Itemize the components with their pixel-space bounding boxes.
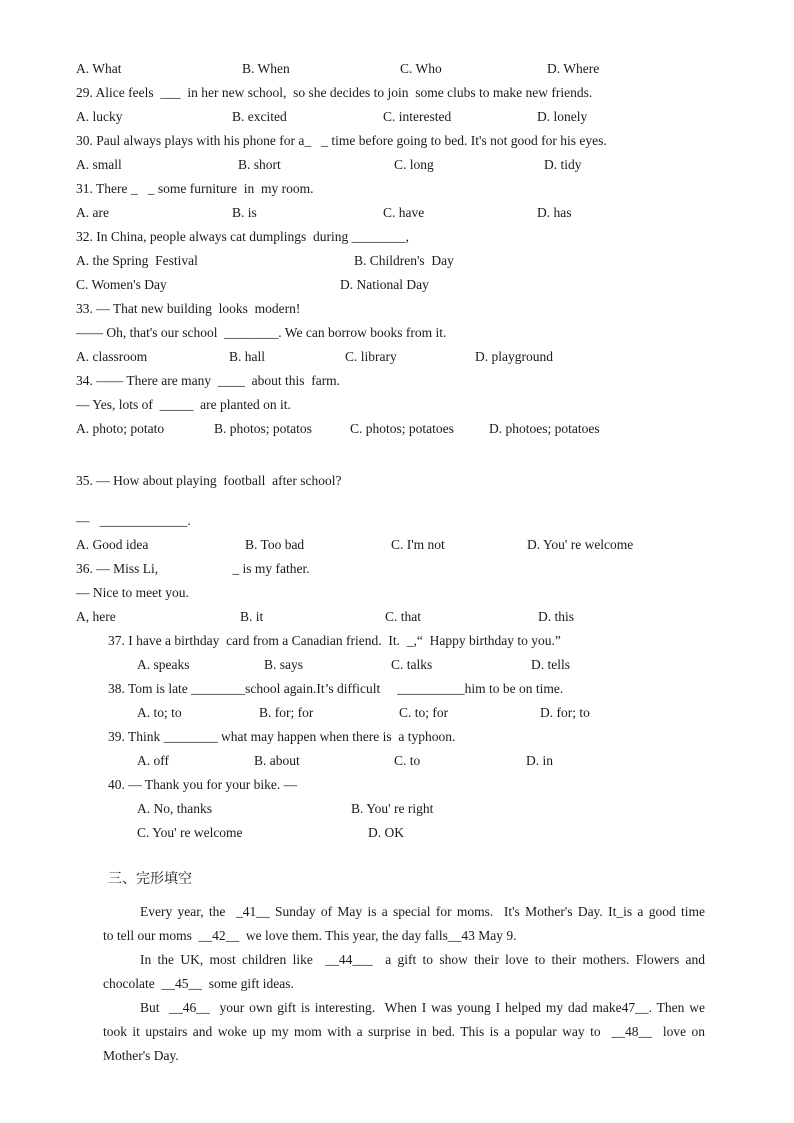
q38-option-a: A. to; to <box>137 705 182 720</box>
q40-option-b: B. You' re right <box>351 801 434 816</box>
q34-stem: 34. —— There are many ____ about this farm. <box>76 373 341 388</box>
q29-option-c: C. interested <box>383 109 452 124</box>
q40-option-a: A. No, thanks <box>137 801 212 816</box>
q30-option-a: A. small <box>76 157 122 172</box>
q30-option-c: C. long <box>394 157 434 172</box>
q32-option-d: D. National Day <box>340 277 429 292</box>
q38-option-b: B. for; for <box>259 705 314 720</box>
q33-option-b: B. hall <box>229 349 265 364</box>
q39-stem: 39. Think ________ what may happen when there is a typhoon. <box>108 729 456 744</box>
q35-option-b: B. Too bad <box>245 537 305 552</box>
q29-option-d: D. lonely <box>537 109 588 124</box>
q29-option-a: A. lucky <box>76 109 123 124</box>
q40-option-d: D. OK <box>368 825 404 840</box>
q37-option-c: C. talks <box>391 657 433 672</box>
q40-option-c: C. You' re welcome <box>137 825 243 840</box>
q31-option-c: C. have <box>383 205 425 220</box>
q33-stem: 33. — That new building looks modern! <box>76 301 301 316</box>
q30-stem: 30. Paul always plays with his phone for a_ _ time before going to bed. It's not good for his eyes. <box>76 133 607 148</box>
q34-option-b: B. photos; potatos <box>214 421 312 436</box>
q39-option-c: C. to <box>394 753 421 768</box>
q29-stem: 29. Alice feels ___ in her new school, so she decides to join some clubs to make new friends. <box>76 85 593 100</box>
q34-option-a: A. photo; potato <box>76 421 165 436</box>
q35-option-a: A. Good idea <box>76 537 149 552</box>
q36-option-d: D. this <box>538 609 575 624</box>
q28-option-b: B. When <box>242 61 290 76</box>
passage-line: In the UK, most children like __44___ a gift to show their love to their mothers. Flowers and <box>140 952 705 967</box>
q29-option-b: B. excited <box>232 109 287 124</box>
q36-option-b: B. it <box>240 609 264 624</box>
q38-option-c: C. to; for <box>399 705 449 720</box>
q31-option-a: A. are <box>76 205 109 220</box>
q40-stem: 40. — Thank you for your bike. — <box>108 777 298 792</box>
q28-option-d: D. Where <box>547 61 600 76</box>
q35-reply: — _____________. <box>76 513 191 528</box>
section-heading-cloze: 三、完形填空 <box>108 871 192 887</box>
q36-option-c: C. that <box>385 609 421 624</box>
q35-stem: 35. — How about playing football after school? <box>76 473 342 488</box>
q28-option-a: A. What <box>76 61 122 76</box>
q35-option-d: D. You' re welcome <box>527 537 634 552</box>
q31-option-b: B. is <box>232 205 257 220</box>
passage-line: to tell our moms __42__ we love them. This year, the day falls__43 May 9. <box>103 928 517 943</box>
q32-option-c: C. Women's Day <box>76 277 167 292</box>
q31-option-d: D. has <box>537 205 572 220</box>
q37-option-a: A. speaks <box>137 657 190 672</box>
passage-line: chocolate __45__ some gift ideas. <box>103 976 294 991</box>
q33-option-a: A. classroom <box>76 349 148 364</box>
q38-option-d: D. for; to <box>540 705 590 720</box>
passage-line: But __46__ your own gift is interesting. When I was young I helped my dad make47__. Then we <box>140 1000 705 1015</box>
q32-option-a: A. the Spring Festival <box>76 253 198 268</box>
q33-option-d: D. playground <box>475 349 553 364</box>
q34-reply: — Yes, lots of _____ are planted on it. <box>76 397 291 412</box>
passage-line: Mother's Day. <box>103 1048 179 1063</box>
q31-stem: 31. There _ _ some furniture in my room. <box>76 181 314 196</box>
q37-option-d: D. tells <box>531 657 570 672</box>
q33-reply: —— Oh, that's our school ________. We can borrow books from it. <box>76 325 447 340</box>
passage-line: took it upstairs and woke up my mom with a surprise in bed. This is a popular way to __48__ love on <box>103 1024 705 1039</box>
q33-option-c: C. library <box>345 349 397 364</box>
q34-option-c: C. photos; potatoes <box>350 421 454 436</box>
q30-option-b: B. short <box>238 157 281 172</box>
q35-option-c: C. I'm not <box>391 537 445 552</box>
q28-option-c: C. Who <box>400 61 442 76</box>
q32-option-b: B. Children's Day <box>354 253 454 268</box>
q39-option-b: B. about <box>254 753 300 768</box>
q30-option-d: D. tidy <box>544 157 582 172</box>
q36-reply: — Nice to meet you. <box>76 585 189 600</box>
q34-option-d: D. photoes; potatoes <box>489 421 600 436</box>
cloze-passage <box>103 900 705 1068</box>
q37-stem: 37. I have a birthday card from a Canadian friend. It. _,“ Happy birthday to you.” <box>108 633 561 648</box>
q36-stem: 36. — Miss Li, _ is my father. <box>76 561 310 576</box>
passage-line: Every year, the _41__ Sunday of May is a special for moms. It's Mother's Day. It_is a good time <box>140 904 705 919</box>
q38-stem: 38. Tom is late ________school again.It’s difficult __________him to be on time. <box>108 681 564 696</box>
q39-option-a: A. off <box>137 753 169 768</box>
q39-option-d: D. in <box>526 753 553 768</box>
q37-option-b: B. says <box>264 657 304 672</box>
q36-option-a: A, here <box>76 609 116 624</box>
q32-stem: 32. In China, people always cat dumplings during ________, <box>76 229 409 244</box>
